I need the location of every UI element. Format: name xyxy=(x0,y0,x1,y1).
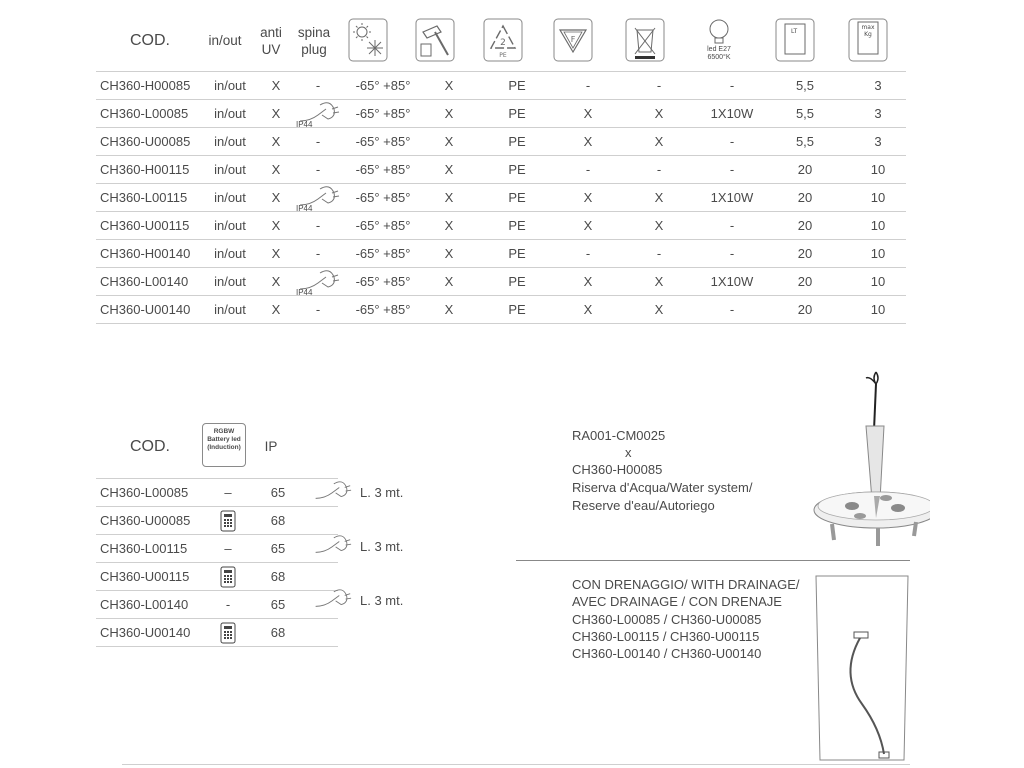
plug-icon xyxy=(312,479,352,505)
cell-inout: in/out xyxy=(204,72,256,100)
cell-plug xyxy=(304,507,338,535)
cell-hammer: X xyxy=(426,296,472,324)
cell-code: CH360-U00140 xyxy=(96,619,204,647)
cell-kg: 10 xyxy=(850,156,906,184)
cell-mat: PE xyxy=(472,184,562,212)
cell-code: CH360-U00115 xyxy=(96,563,204,591)
reserve-desc-2: Reserve d'eau/Autoriego xyxy=(572,498,715,513)
cell-uv: X xyxy=(256,156,296,184)
plug-length-label: L. 3 mt. xyxy=(360,592,404,608)
cell-kg: 10 xyxy=(850,296,906,324)
table-row xyxy=(96,619,338,647)
cell-ip: 68 xyxy=(252,619,304,647)
ip44-label: IP44 xyxy=(296,119,313,129)
led-bulb-label-1: led E27 xyxy=(707,46,731,53)
cell-light: 1X10W xyxy=(704,100,760,128)
table-row xyxy=(96,268,906,296)
led-bulb-label-2: 6500°K xyxy=(707,54,731,61)
cell-fire: X xyxy=(562,184,614,212)
cell-fire: X xyxy=(562,212,614,240)
plug-length-item xyxy=(312,533,403,559)
hammer-icon xyxy=(415,18,455,62)
cell-inout: in/out xyxy=(204,184,256,212)
table-row xyxy=(96,72,906,100)
cell-recycle: X xyxy=(614,100,704,128)
weee-bin-icon xyxy=(625,18,665,62)
cell-kg: 3 xyxy=(850,100,906,128)
cell-ip: 68 xyxy=(252,563,304,591)
cell-code: CH360-L00140 xyxy=(96,268,204,296)
cell-uv: X xyxy=(256,240,296,268)
table-row xyxy=(96,296,906,324)
cell-ip: 65 xyxy=(252,591,304,619)
cell-rgbw: - xyxy=(204,591,252,619)
cell-lt: 20 xyxy=(760,240,850,268)
cell-uv: X xyxy=(256,184,296,212)
cell-recycle: X xyxy=(614,184,704,212)
cell-inout: in/out xyxy=(204,296,256,324)
cell-temp: -65° +85° xyxy=(340,184,426,212)
svg-text:PE: PE xyxy=(499,52,507,59)
cell-rgbw: – xyxy=(204,535,252,563)
rgbw-label-2: Battery led xyxy=(207,436,241,443)
svg-text:F: F xyxy=(570,35,576,44)
cell-code: CH360-L00140 xyxy=(96,591,204,619)
cell-lt: 5,5 xyxy=(760,72,850,100)
cell-recycle: X xyxy=(614,128,704,156)
cell-light: - xyxy=(704,296,760,324)
rgbw-label-1: RGBW xyxy=(213,428,235,435)
cell-fire: - xyxy=(562,72,614,100)
cell-plug: - xyxy=(296,212,340,240)
capacity-lt-icon xyxy=(775,18,815,62)
cell-recycle: - xyxy=(614,156,704,184)
col-header-anti-uv-line1: anti xyxy=(260,25,282,40)
drainage-title-1: CON DRENAGGIO/ WITH DRAINAGE/ xyxy=(572,577,800,592)
ip44-label: IP44 xyxy=(296,203,313,213)
rgbw-battery-header xyxy=(202,423,246,467)
table-row xyxy=(96,100,906,128)
cell-fire: X xyxy=(562,100,614,128)
plug-icon xyxy=(312,533,352,559)
table2-header-ip: IP xyxy=(264,439,278,454)
drainage-codes-3: CH360-L00140 / CH360-U00140 xyxy=(572,646,762,661)
reserve-product-code: CH360-H00085 xyxy=(572,462,663,477)
cell-lt: 5,5 xyxy=(760,128,850,156)
table-row xyxy=(96,479,338,507)
cell-fire: X xyxy=(562,128,614,156)
cell-recycle: - xyxy=(614,240,704,268)
col-header-anti-uv xyxy=(255,24,287,58)
cell-mat: PE xyxy=(472,156,562,184)
led-bulb-icon xyxy=(697,18,741,46)
cell-uv: X xyxy=(256,72,296,100)
cell-code: CH360-L00085 xyxy=(96,479,204,507)
ip44-label: IP44 xyxy=(296,287,313,297)
fire-rating-icon xyxy=(553,18,593,62)
remote-control-icon xyxy=(220,622,236,644)
cell-inout: in/out xyxy=(204,240,256,268)
cell-code: CH360-H00085 xyxy=(96,72,204,100)
cell-fire: - xyxy=(562,156,614,184)
cell-plug xyxy=(296,100,340,128)
table-row xyxy=(96,535,338,563)
cell-code: CH360-U00140 xyxy=(96,296,204,324)
cell-ip: 68 xyxy=(252,507,304,535)
cell-mat: PE xyxy=(472,212,562,240)
cell-uv: X xyxy=(256,212,296,240)
col-header-cod: COD. xyxy=(130,32,170,49)
cell-mat: PE xyxy=(472,100,562,128)
remote-control-icon xyxy=(220,510,236,532)
cell-code: CH360-L00115 xyxy=(96,184,204,212)
table-row xyxy=(96,212,906,240)
product-spec-table-body xyxy=(96,72,906,324)
plug-length-item xyxy=(312,587,403,613)
cell-hammer: X xyxy=(426,128,472,156)
cell-fire: - xyxy=(562,240,614,268)
cell-fire: X xyxy=(562,268,614,296)
cell-kg: 3 xyxy=(850,72,906,100)
cell-hammer: X xyxy=(426,184,472,212)
cell-uv: X xyxy=(256,100,296,128)
cell-code: CH360-U00085 xyxy=(96,128,204,156)
cell-temp: -65° +85° xyxy=(340,72,426,100)
cell-uv: X xyxy=(256,128,296,156)
cell-hammer: X xyxy=(426,72,472,100)
cell-uv: X xyxy=(256,268,296,296)
max-weight-label-1: max xyxy=(861,24,875,31)
cell-code: CH360-U00085 xyxy=(96,507,204,535)
table-row xyxy=(96,507,338,535)
cell-inout: in/out xyxy=(204,156,256,184)
drainage-pot-illustration xyxy=(810,574,914,764)
drainage-codes-1: CH360-L00085 / CH360-U00085 xyxy=(572,612,762,627)
lighting-option-table xyxy=(96,478,338,647)
table-row xyxy=(96,591,338,619)
cell-hammer: X xyxy=(426,156,472,184)
table-row xyxy=(96,563,338,591)
cell-temp: -65° +85° xyxy=(340,268,426,296)
cell-plug: - xyxy=(296,128,340,156)
reserve-desc-1: Riserva d'Acqua/Water system/ xyxy=(572,480,753,495)
cell-rgbw xyxy=(204,563,252,591)
cell-lt: 20 xyxy=(760,268,850,296)
drainage-codes-2: CH360-L00115 / CH360-U00115 xyxy=(572,629,760,644)
reserve-code: RA001-CM0025 xyxy=(572,428,666,443)
cell-mat: PE xyxy=(472,72,562,100)
reserve-x: x xyxy=(625,445,632,460)
cell-light: - xyxy=(704,128,760,156)
max-weight-icon xyxy=(848,18,888,62)
cell-rgbw xyxy=(204,619,252,647)
cell-kg: 10 xyxy=(850,184,906,212)
col-header-spina-line1: spina xyxy=(297,25,331,40)
cell-hammer: X xyxy=(426,100,472,128)
cell-rgbw: – xyxy=(204,479,252,507)
cell-light: - xyxy=(704,212,760,240)
cell-uv: X xyxy=(256,296,296,324)
cell-lt: 20 xyxy=(760,296,850,324)
cell-code: CH360-H00115 xyxy=(96,156,204,184)
cell-lt: 20 xyxy=(760,212,850,240)
plug-icon xyxy=(312,587,352,613)
plug-length-label: L. 3 mt. xyxy=(360,538,404,554)
cell-temp: -65° +85° xyxy=(340,100,426,128)
cell-ip: 65 xyxy=(252,479,304,507)
cell-light: 1X10W xyxy=(704,268,760,296)
temperature-icon xyxy=(348,18,388,62)
plug-length-item xyxy=(312,479,403,505)
section-divider xyxy=(516,560,910,561)
water-reserve-illustration xyxy=(790,370,930,550)
cell-fire: X xyxy=(562,296,614,324)
col-header-spina xyxy=(292,24,336,58)
plug-length-label: L. 3 mt. xyxy=(360,484,404,500)
cell-kg: 10 xyxy=(850,240,906,268)
cell-kg: 10 xyxy=(850,268,906,296)
cell-ip: 65 xyxy=(252,535,304,563)
cell-code: CH360-U00115 xyxy=(96,212,204,240)
col-header-inout: in/out xyxy=(208,33,242,48)
capacity-lt-label: LT xyxy=(791,28,798,35)
cell-inout: in/out xyxy=(204,212,256,240)
cell-temp: -65° +85° xyxy=(340,128,426,156)
product-spec-table xyxy=(96,71,906,324)
col-header-anti-uv-line2: UV xyxy=(261,42,281,57)
col-header-spina-line2: plug xyxy=(301,42,327,57)
table2-header-cod: COD. xyxy=(130,438,170,455)
max-weight-label-2: Kg xyxy=(864,31,872,38)
cell-temp: -65° +85° xyxy=(340,240,426,268)
cell-light: - xyxy=(704,156,760,184)
cell-code: CH360-L00115 xyxy=(96,535,204,563)
cell-temp: -65° +85° xyxy=(340,156,426,184)
recycle-icon xyxy=(483,18,523,62)
cell-kg: 3 xyxy=(850,128,906,156)
cell-mat: PE xyxy=(472,240,562,268)
cell-code: CH360-H00140 xyxy=(96,240,204,268)
cell-recycle: X xyxy=(614,268,704,296)
drainage-title-2: AVEC DRAINAGE / CON DRENAJE xyxy=(572,594,782,609)
cell-plug xyxy=(296,184,340,212)
cell-temp: -65° +85° xyxy=(340,212,426,240)
cell-recycle: X xyxy=(614,296,704,324)
cell-inout: in/out xyxy=(204,268,256,296)
cell-rgbw xyxy=(204,507,252,535)
cell-recycle: X xyxy=(614,212,704,240)
remote-control-icon xyxy=(220,566,236,588)
cell-lt: 20 xyxy=(760,184,850,212)
lighting-option-table-body xyxy=(96,479,338,647)
cell-recycle: - xyxy=(614,72,704,100)
cell-hammer: X xyxy=(426,240,472,268)
cell-temp: -65° +85° xyxy=(340,296,426,324)
cell-light: 1X10W xyxy=(704,184,760,212)
cell-light: - xyxy=(704,72,760,100)
cell-plug xyxy=(304,619,338,647)
rgbw-label-3: (Induction) xyxy=(207,444,241,451)
svg-text:2: 2 xyxy=(500,38,506,48)
cell-plug: - xyxy=(296,240,340,268)
cell-mat: PE xyxy=(472,128,562,156)
cell-plug xyxy=(296,268,340,296)
cell-light: - xyxy=(704,240,760,268)
led-bulb-header xyxy=(697,18,741,64)
cell-mat: PE xyxy=(472,268,562,296)
cell-lt: 20 xyxy=(760,156,850,184)
table-row xyxy=(96,184,906,212)
cell-plug: - xyxy=(296,72,340,100)
table-row xyxy=(96,240,906,268)
cell-kg: 10 xyxy=(850,212,906,240)
cell-lt: 5,5 xyxy=(760,100,850,128)
bottom-rule xyxy=(122,764,910,765)
cell-hammer: X xyxy=(426,212,472,240)
cell-plug: - xyxy=(296,156,340,184)
cell-plug: - xyxy=(296,296,340,324)
cell-code: CH360-L00085 xyxy=(96,100,204,128)
cell-inout: in/out xyxy=(204,128,256,156)
table-row xyxy=(96,156,906,184)
cell-hammer: X xyxy=(426,268,472,296)
cell-mat: PE xyxy=(472,296,562,324)
table-row xyxy=(96,128,906,156)
cell-inout: in/out xyxy=(204,100,256,128)
